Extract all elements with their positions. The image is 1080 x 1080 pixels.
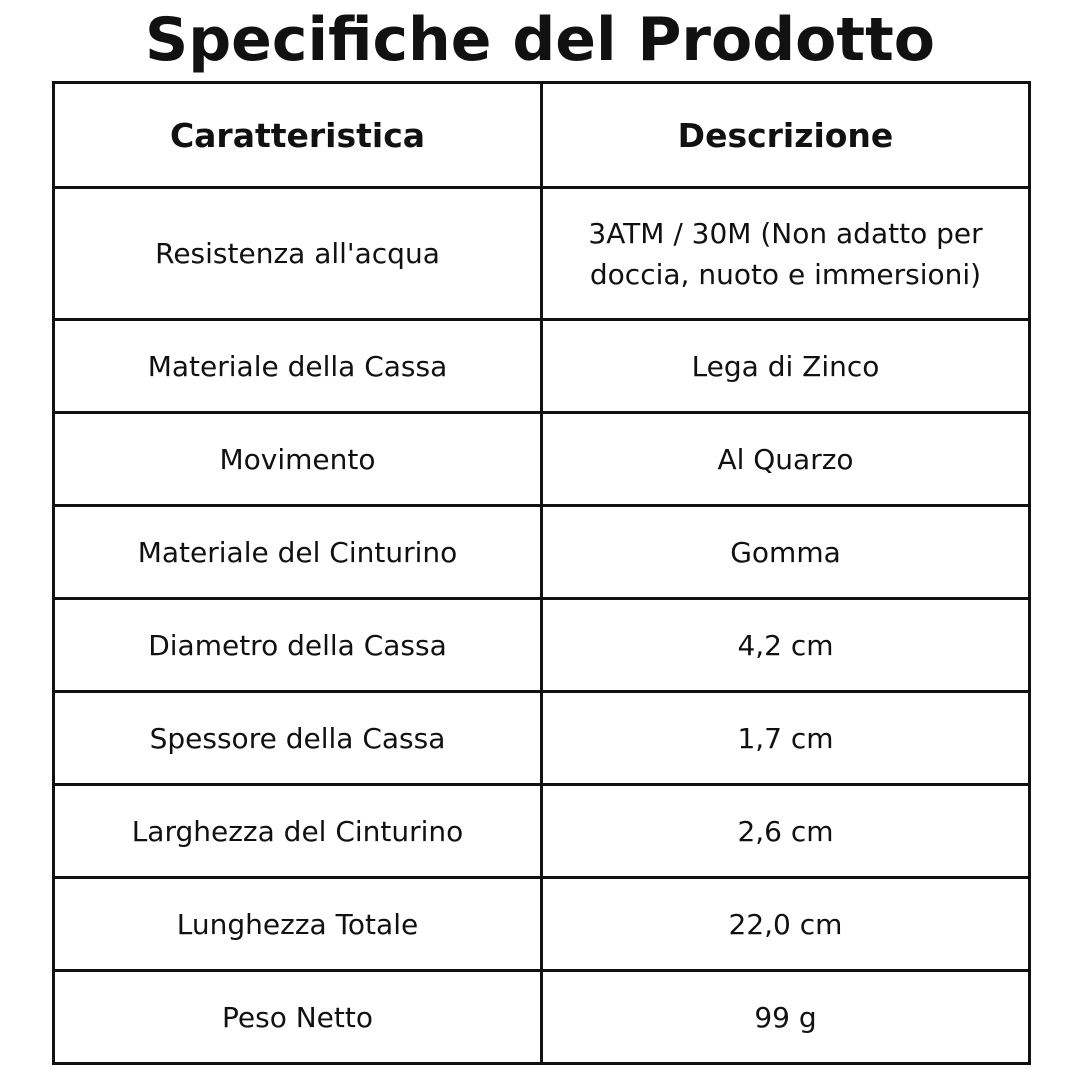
row-feature: Resistenza all'acqua xyxy=(54,188,542,320)
table-row xyxy=(54,320,1030,413)
header-description: Descrizione xyxy=(542,83,1030,188)
table-row xyxy=(54,878,1030,971)
row-feature: Peso Netto xyxy=(54,971,542,1064)
spec-table xyxy=(52,81,1031,1065)
row-feature: Spessore della Cassa xyxy=(54,692,542,785)
page-title: Specifiche del Prodotto xyxy=(145,5,935,75)
table-row xyxy=(54,599,1030,692)
row-description: 22,0 cm xyxy=(542,878,1030,971)
row-feature: Materiale della Cassa xyxy=(54,320,542,413)
row-description: 99 g xyxy=(542,971,1030,1064)
table-row xyxy=(54,413,1030,506)
row-description: Lega di Zinco xyxy=(542,320,1030,413)
row-description: Gomma xyxy=(542,506,1030,599)
table-row xyxy=(54,971,1030,1064)
table-row xyxy=(54,188,1030,320)
row-feature: Materiale del Cinturino xyxy=(54,506,542,599)
row-description: 4,2 cm xyxy=(542,599,1030,692)
header-feature: Caratteristica xyxy=(54,83,542,188)
row-description: 1,7 cm xyxy=(542,692,1030,785)
row-feature: Diametro della Cassa xyxy=(54,599,542,692)
row-feature: Lunghezza Totale xyxy=(54,878,542,971)
row-description: Al Quarzo xyxy=(542,413,1030,506)
row-description: 2,6 cm xyxy=(542,785,1030,878)
table-row xyxy=(54,692,1030,785)
table-row xyxy=(54,506,1030,599)
table-row xyxy=(54,785,1030,878)
row-feature: Larghezza del Cinturino xyxy=(54,785,542,878)
table-header-row xyxy=(54,83,1030,188)
row-feature: Movimento xyxy=(54,413,542,506)
row-description: 3ATM / 30M (Non adatto per doccia, nuoto e immersioni) xyxy=(542,188,1030,320)
